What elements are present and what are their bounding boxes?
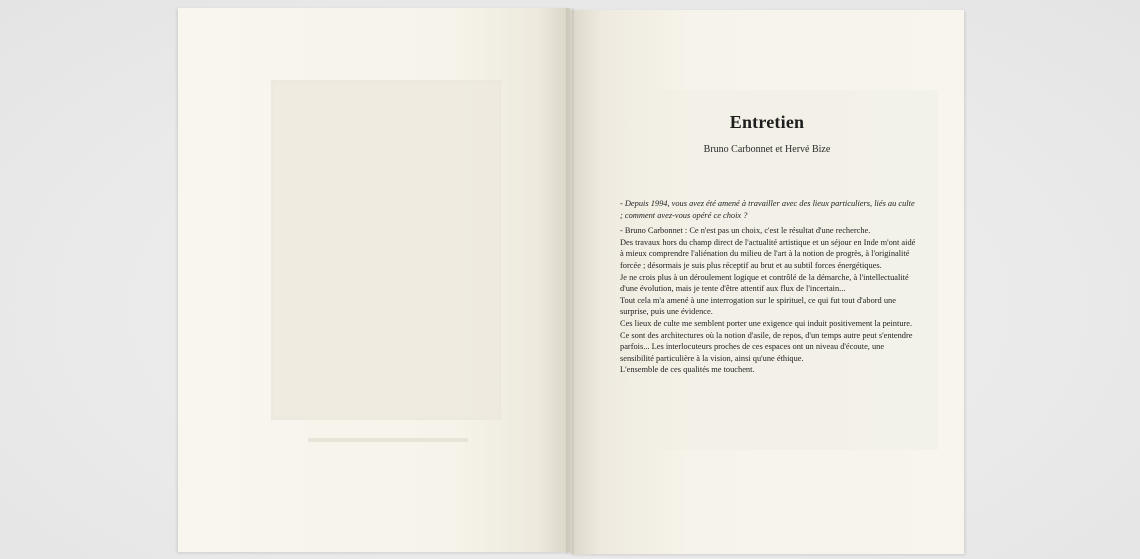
interview-question: - Depuis 1994, vous avez été amené à travailler avec des lieux particuliers, liés au culte ; comment avez-vous opéré ce choix ? <box>620 199 915 220</box>
spine-gutter <box>566 8 574 554</box>
page-title: Entretien <box>729 112 805 132</box>
open-booklet <box>178 8 964 554</box>
answer-paragraph: - Bruno Carbonnet : Ce n'est pas un choix, c'est le résultat d'une recherche. <box>620 226 871 236</box>
show-through-image <box>271 80 501 420</box>
answer-paragraph: Je ne crois plus à un déroulement logique et contrôlé de la démarche, à l'intellectualité d'une évolution, mais je tente d'être attentif aux flux de l'incertain... <box>620 272 909 294</box>
answer-paragraph: L'ensemble de ces qualités me touchent. <box>620 365 755 375</box>
answer-paragraph: Tout cela m'a amené à une interrogation sur le spirituel, ce qui fut tout d'abord une surprise, puis une évidence. <box>620 295 896 317</box>
interview-text <box>620 198 918 376</box>
show-through-caption <box>308 438 468 442</box>
right-page <box>570 10 964 554</box>
answer-paragraph: Des travaux hors du champ direct de l'actualité artistique et un séjour en Inde m'ont aidé à mieux comprendre l'aliénation du milieu de l'art à la notion de progrès, à l'originalité forcée ; désormais je suis plus réceptif au brut et au subtil forces énergétiques. <box>620 237 916 270</box>
answer-paragraph: Ces lieux de culte me semblent porter une exigence qui induit positivement la peinture. Ce sont des architectures où la notion d'asile, de repos, d'un temps autre peut s'entendre parfois... Les interlocuteurs proches de ces espaces ont un niveau d'écoute, une sensibilité particulière à la vision, ainsi qu'une éthique. <box>620 318 913 363</box>
authors-line: Bruno Carbonnet et Hervé Bize <box>703 144 831 155</box>
left-page <box>178 8 570 552</box>
